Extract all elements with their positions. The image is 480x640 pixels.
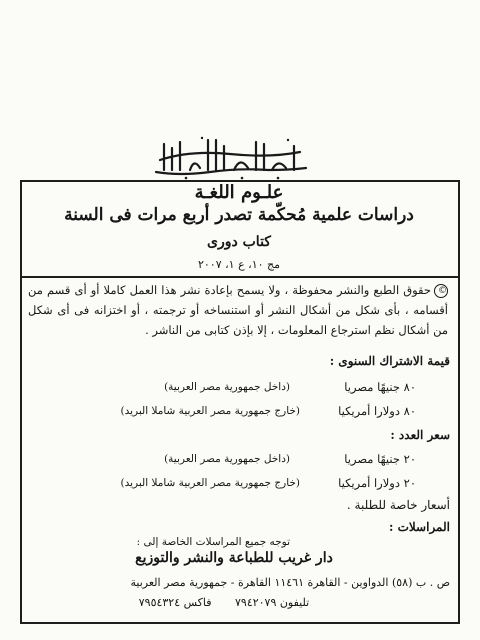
- publisher-address: ص . ب (٥٨) الدواوين - القاهرة ١١٤٦١ القاهرة - جمهورية مصر العربية: [130, 576, 450, 589]
- copyright-icon: ©: [434, 284, 448, 298]
- volume-issue: مج ١٠، ع ١، ٢٠٠٧: [197, 258, 281, 271]
- header-divider: [20, 276, 458, 278]
- phone-number: تليفون ٧٩٤٢٠٧٩: [235, 596, 310, 609]
- basmala-calligraphy-drawing: [150, 132, 310, 182]
- price-note: (داخل جمهورية مصر العربية): [164, 381, 290, 393]
- price-amount: ٨٠ دولارا أمريكيا: [338, 404, 416, 418]
- publisher-name: دار غريب للطباعة والنشر والتوزيع: [135, 550, 333, 566]
- annual-subscription-heading: قيمة الاشتراك السنوى :: [329, 354, 450, 368]
- price-note: (خارج جمهورية مصر العربية شاملا البريد): [120, 405, 300, 417]
- issue-price-heading: سعر العدد :: [390, 428, 450, 442]
- journal-subtitle: دراسات علمية مُحكّمة تصدر أربع مرات فى السنة: [64, 205, 414, 225]
- publication-kind: كتاب دورى: [207, 234, 271, 250]
- copyright-notice: [28, 280, 448, 340]
- price-row: [24, 476, 416, 494]
- basmala-calligraphy: [150, 132, 310, 182]
- price-row: [24, 404, 416, 422]
- price-note: (داخل جمهورية مصر العربية): [164, 453, 290, 465]
- copyright-text: حقوق الطبع والنشر محفوظة ، ولا يسمح بإعادة نشر هذا العمل كاملا أو أى قسم من أقسامه ، بأى شكل من أشكال النشر أو استنساخه أو ترجمته ، أو اختزانه فى أى شكل من أشكال نظم استرجاع المعلومات ، إلا بإذن كتابى من الناشر .: [28, 283, 448, 337]
- price-note: (خارج جمهورية مصر العربية شاملا البريد): [120, 477, 300, 489]
- price-amount: ٢٠ جنيهًا مصريا: [344, 452, 416, 466]
- student-prices-note: أسعار خاصة للطلبة .: [346, 498, 450, 512]
- journal-title: علـوم اللغـة: [194, 182, 284, 203]
- price-amount: ٢٠ دولارا أمريكيا: [338, 476, 416, 490]
- correspondence-heading: المراسلات :: [388, 520, 450, 534]
- publisher-contacts: [24, 596, 424, 609]
- price-row: [24, 452, 416, 470]
- price-amount: ٨٠ جنيهًا مصريا: [344, 380, 416, 394]
- price-row: [24, 380, 416, 398]
- fax-number: فاكس ٧٩٥٤٣٢٤: [138, 596, 212, 609]
- correspondence-direction: توجه جميع المراسلات الخاصة إلى :: [136, 536, 290, 548]
